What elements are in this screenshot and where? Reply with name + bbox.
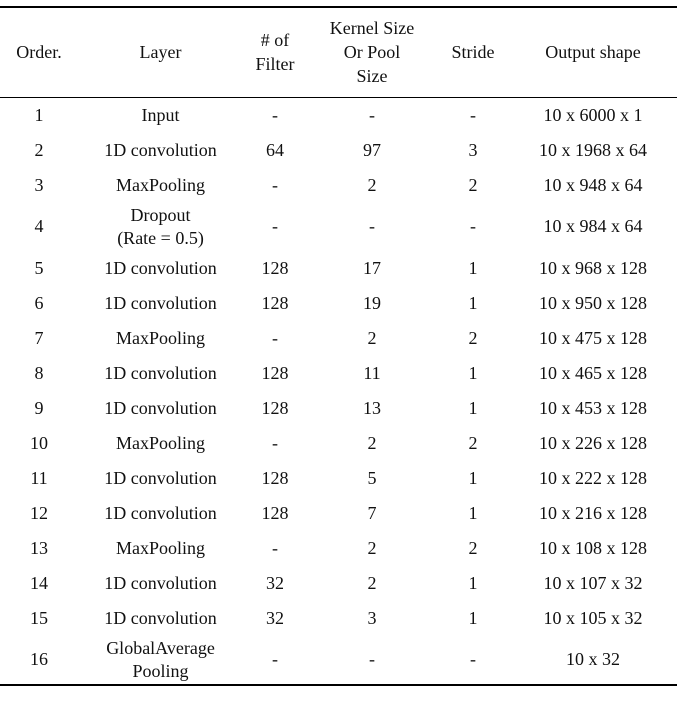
table-row bbox=[0, 321, 677, 356]
table-row bbox=[0, 461, 677, 496]
cell-output: 10 x 453 x 128 bbox=[539, 398, 647, 418]
cell-kernel: 11 bbox=[363, 363, 381, 383]
table-row bbox=[0, 203, 677, 251]
cell-filter: 128 bbox=[261, 293, 289, 313]
cell-layer: 1D convolution bbox=[104, 140, 217, 160]
table-row bbox=[0, 356, 677, 391]
cell-output: 10 x 105 x 32 bbox=[543, 608, 643, 628]
cell-layer: 1D convolution bbox=[104, 608, 217, 628]
cell-layer: 1D convolution bbox=[104, 468, 217, 488]
cell-order: 7 bbox=[34, 328, 44, 348]
cell-output: 10 x 475 x 128 bbox=[539, 328, 647, 348]
cell-filter: - bbox=[243, 636, 307, 685]
cell-order: 5 bbox=[34, 258, 44, 278]
cell-kernel: 2 bbox=[367, 328, 377, 348]
cell-filter: 128 bbox=[261, 258, 289, 278]
header-row bbox=[0, 7, 677, 97]
table-row bbox=[0, 391, 677, 426]
cell-filter: 128 bbox=[261, 398, 289, 418]
table-row bbox=[0, 566, 677, 601]
header-filter: # of Filter bbox=[243, 7, 307, 97]
layer-table bbox=[0, 6, 677, 686]
cell-order: 3 bbox=[34, 175, 44, 195]
cell-kernel: 2 bbox=[367, 538, 377, 558]
table-row bbox=[0, 496, 677, 531]
cell-kernel: 17 bbox=[363, 258, 381, 278]
cell-kernel: 2 bbox=[367, 175, 377, 195]
cell-filter: 128 bbox=[261, 468, 289, 488]
cell-stride: 1 bbox=[468, 573, 478, 593]
cell-stride: - bbox=[470, 105, 476, 125]
table-body bbox=[0, 97, 677, 685]
cell-layer: MaxPooling bbox=[115, 175, 205, 195]
cell-order: 15 bbox=[30, 608, 48, 628]
cell-stride: 1 bbox=[468, 398, 478, 418]
cell-output: 10 x 968 x 128 bbox=[539, 258, 647, 278]
cell-kernel: 2 bbox=[367, 433, 377, 453]
cell-filter: 32 bbox=[266, 608, 284, 628]
cell-filter: - bbox=[272, 538, 278, 558]
cell-stride: 2 bbox=[468, 328, 478, 348]
cell-layer: 1D convolution bbox=[104, 363, 217, 383]
cell-order: 4 bbox=[34, 216, 44, 236]
cell-stride: 2 bbox=[468, 175, 478, 195]
cell-output: 10 x 107 x 32 bbox=[543, 573, 643, 593]
cell-layer: 1D convolution bbox=[104, 293, 217, 313]
cell-order: 11 bbox=[30, 468, 48, 488]
header-stride: Stride bbox=[437, 7, 509, 97]
cell-layer: MaxPooling bbox=[115, 328, 205, 348]
cell-output: 10 x 1968 x 64 bbox=[539, 140, 647, 160]
table-row bbox=[0, 251, 677, 286]
cell-stride: 1 bbox=[468, 258, 478, 278]
cell-filter: - bbox=[272, 175, 278, 195]
cell-order: 1 bbox=[34, 105, 44, 125]
cell-filter: - bbox=[272, 105, 278, 125]
table-header bbox=[0, 7, 677, 97]
cell-kernel: 7 bbox=[367, 503, 377, 523]
cell-output: 10 x 984 x 64 bbox=[543, 216, 643, 236]
cell-stride: 3 bbox=[468, 140, 478, 160]
cell-order: 2 bbox=[34, 140, 44, 160]
cell-stride: 2 bbox=[468, 433, 478, 453]
cell-layer: 1D convolution bbox=[104, 573, 217, 593]
header-order: Order. bbox=[0, 7, 78, 97]
cell-filter: 64 bbox=[266, 140, 284, 160]
cell-stride: - bbox=[470, 216, 476, 236]
table-row bbox=[0, 426, 677, 461]
cell-kernel: - bbox=[307, 636, 437, 685]
cell-stride: 1 bbox=[468, 608, 478, 628]
cell-stride: 1 bbox=[468, 468, 478, 488]
cell-kernel: 19 bbox=[363, 293, 381, 313]
cell-filter: - bbox=[272, 328, 278, 348]
header-output: Output shape bbox=[509, 7, 677, 97]
cell-kernel: 5 bbox=[367, 468, 377, 488]
cell-filter: 32 bbox=[266, 573, 284, 593]
table-row bbox=[0, 168, 677, 203]
table-row bbox=[0, 531, 677, 566]
cell-output: 10 x 222 x 128 bbox=[539, 468, 647, 488]
table-row bbox=[0, 286, 677, 321]
cell-output: 10 x 6000 x 1 bbox=[543, 105, 643, 125]
cell-order: 14 bbox=[30, 573, 48, 593]
cell-filter: 128 bbox=[261, 503, 289, 523]
cell-order: 13 bbox=[30, 538, 48, 558]
cell-filter: 128 bbox=[261, 363, 289, 383]
cell-kernel: 97 bbox=[363, 140, 381, 160]
cell-layer: MaxPooling bbox=[115, 538, 205, 558]
cell-order: 9 bbox=[34, 398, 44, 418]
cell-kernel: 3 bbox=[367, 608, 377, 628]
cell-output: 10 x 216 x 128 bbox=[539, 503, 647, 523]
cell-stride: 1 bbox=[468, 363, 478, 383]
cell-order: 16 bbox=[0, 636, 78, 685]
cell-order: 6 bbox=[34, 293, 44, 313]
cell-layer: 1D convolution bbox=[104, 258, 217, 278]
header-layer: Layer bbox=[78, 7, 243, 97]
cell-layer: MaxPooling bbox=[115, 433, 205, 453]
cell-output: 10 x 32 bbox=[509, 636, 677, 685]
cell-kernel: - bbox=[369, 105, 375, 125]
cell-stride: 2 bbox=[468, 538, 478, 558]
cell-output: 10 x 950 x 128 bbox=[539, 293, 647, 313]
cell-layer: Dropout (Rate = 0.5) bbox=[117, 204, 204, 248]
table-row bbox=[0, 133, 677, 168]
cell-stride: 1 bbox=[468, 503, 478, 523]
cell-layer: 1D convolution bbox=[104, 398, 217, 418]
cell-filter: - bbox=[272, 216, 278, 236]
cell-kernel: 13 bbox=[363, 398, 381, 418]
table-row bbox=[0, 636, 677, 685]
table-row bbox=[0, 601, 677, 636]
cell-filter: - bbox=[272, 433, 278, 453]
cell-output: 10 x 226 x 128 bbox=[539, 433, 647, 453]
cell-stride: 1 bbox=[468, 293, 478, 313]
cell-order: 12 bbox=[30, 503, 48, 523]
cell-layer: GlobalAverage Pooling bbox=[78, 636, 243, 685]
cell-order: 8 bbox=[34, 363, 44, 383]
cell-kernel: 2 bbox=[367, 573, 377, 593]
cell-output: 10 x 948 x 64 bbox=[543, 175, 643, 195]
cell-stride: - bbox=[437, 636, 509, 685]
table-row bbox=[0, 97, 677, 133]
cell-order: 10 bbox=[30, 433, 48, 453]
cell-output: 10 x 108 x 128 bbox=[539, 538, 647, 558]
cell-output: 10 x 465 x 128 bbox=[539, 363, 647, 383]
cell-layer: 1D convolution bbox=[104, 503, 217, 523]
cell-kernel: - bbox=[369, 216, 375, 236]
header-kernel: Kernel Size Or Pool Size bbox=[307, 7, 437, 97]
cell-layer: Input bbox=[141, 105, 180, 125]
